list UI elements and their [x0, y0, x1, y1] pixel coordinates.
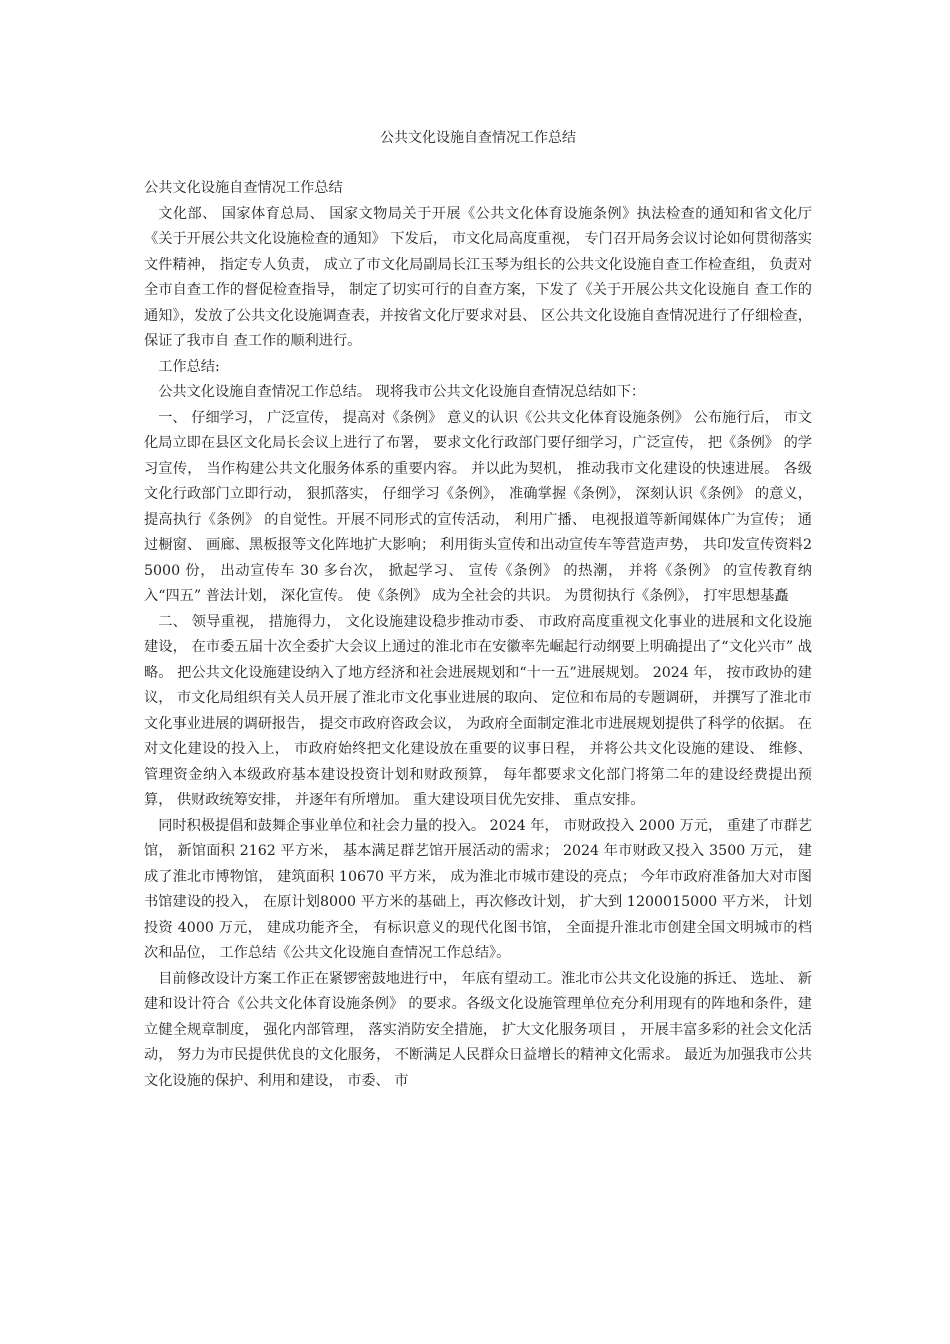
paragraph-section-two: 二、 领导重视， 措施得力， 文化设施建设稳步推动市委、 市政府高度重视文化事业的进展和文化设施建设， 在市委五届十次全委扩大会议上通过的淮北市在安徽率先崛起行动纲要上明确提出了“文化兴市” 战略。 把公共文化设施建设纳入了地方经济和社会进展规划和“十一五”进展规划。 2024 年， 按市政协的建议， 市文化局组织有关人员开展了淮北市文化事业进展的取向、 定位和布局的专题调研， 并撰写了淮北市文化事业进展的调研报告， 提交市政府咨政会议， 为政府全面制定淮北市进展规划提供了科学的依据。 在对文化建设的投入上， 市政府始终把文化建设放在重要的议事日程， 并将公共文化设施的建设、 维修、 管理资金纳入本级政府基本建设投资计划和财政预算， 每年都要求文化部门将第二年的建设经费提出预算， 供财政统筹安排， 并逐年有所增加。 重大建设项目优先安排、 重点安排。 — [144, 613, 812, 808]
paragraph-heading-summary: 工作总结: — [158, 358, 220, 375]
paragraph-intro: 文化部、 国家体育总局、 国家文物局关于开展《公共文化体育设施条例》执法检查的通知和省文化厅《关于开展公共文化设施检查的通知》 下发后， 市文化局高度重视， 专门召开局务会议讨论如何贯彻落实文件精神， 指定专人负责， 成立了市文化局副局长江玉琴为组长的公共文化设施自查工作检查组， 负责对全市自查工作的督促检查指导， 制定了切实可行的自查方案，下发了《关于开展公共文化设施自 查工作的通知》，发放了公共文化设施调查表，并按省文化厅要求对县、 区公共文化设施自查情况进行了仔细检查， 保证了我市自 查工作的顺利进行。 — [144, 205, 812, 349]
paragraph-section-one: 一、 仔细学习， 广泛宣传， 提高对《条例》 意义的认识《公共文化体育设施条例》 公布施行后， 市文化局立即在县区文化局长会议上进行了布署， 要求文化行政部门要仔细学习，广泛宣传， 把《条例》 的学习宣传， 当作构建公共文化服务体系的重要内容。 并以此为契机， 推动我市文化建设的快速进展。 各级文化行政部门立即行动， 狠抓落实， 仔细学习《条例》， 准确掌握《条例》， 深刻认识《条例》 的意义， 提高执行《条例》 的自觉性。开展不同形式的宣传活动， 利用广播、 电视报道等新闻媒体广为宣传； 通过橱窗、 画廊、黑板报等文化阵地扩大影响； 利用街头宣传和出动宣传车等营造声势， 共印发宣传资料25000 份， 出动宣传车 30 多台次， 掀起学习、 宣传《条例》 的热潮， 并将《条例》 的宣传教育纳入“四五” 普法计划， 深化宣传。 使《条例》 成为全社会的共识。 为贯彻执行《条例》， 打牢思想基矗 — [144, 409, 812, 604]
document-subtitle: 公共文化设施自查情况工作总结 — [144, 180, 343, 196]
paragraph-investment: 同时积极提倡和鼓舞企事业单位和社会力量的投入。 2024 年， 市财政投入 2000 万元， 重建了市群艺馆， 新馆面积 2162 平方米， 基本满足群艺馆开展活动的需求； 2024 年市财政又投入 3500 万元， 建成了淮北市博物馆， 建筑面积 10670 平方米， 成为淮北市城市建设的亮点； 今年市政府准备加大对市图书馆建设的投入， 在原计划8000 平方米的基础上，再次修改计划， 扩大到 1200015000 平方米， 计划投资 4000 万元， 建成功能齐全， 有标识意义的现代化图书馆， 全面提升淮北市创建全国文明城市的档次和品位， 工作总结《公共文化设施自查情况工作总结》。 — [144, 817, 812, 961]
paragraph-summary-lead: 公共文化设施自查情况工作总结。 现将我市公共文化设施自查情况总结如下： — [158, 384, 646, 400]
document-title: 公共文化设施自查情况工作总结 — [380, 130, 576, 146]
paragraph-current-work: 目前修改设计方案工作正在紧锣密鼓地进行中， 年底有望动工。淮北市公共文化设施的拆迁、 选址、 新建和设计符合《公共文化体育设施条例》 的要求。各级文化设施管理单位充分利用现有的阵地和条件，建立健全规章制度， 强化内部管理， 落实消防安全措施， 扩大文化服务项目 ， 开展丰富多彩的社会文化活动， 努力为市民提供优良的文化服务， 不断满足人民群众日益增长的精神文化需求。 最近为加强我市公共文化设施的保护、利用和建设， 市委、 市 — [144, 970, 812, 1089]
document-body — [144, 176, 812, 1094]
